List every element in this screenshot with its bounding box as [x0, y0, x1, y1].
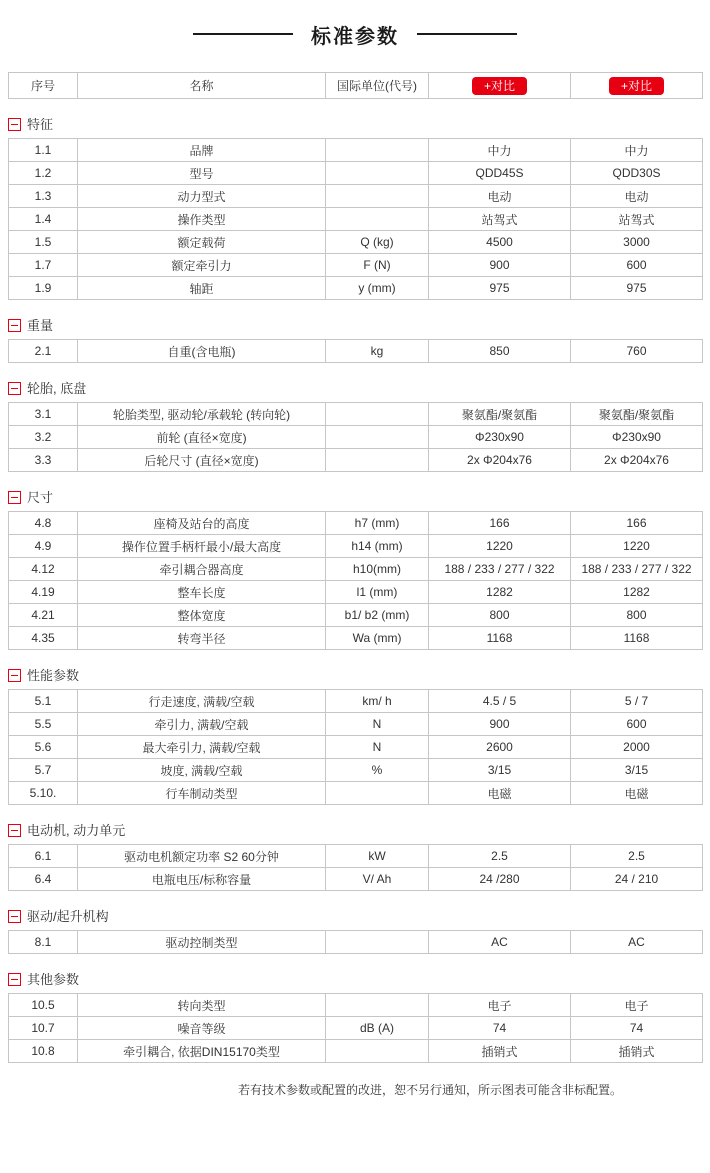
- cell-row-no: 6.4: [9, 868, 78, 891]
- cell-row-no: 3.1: [9, 403, 78, 426]
- cell-value-model2: 166: [571, 512, 703, 535]
- table-row: [9, 845, 703, 868]
- cell-unit: [326, 782, 429, 805]
- header-col-model2: [571, 73, 703, 99]
- cell-row-no: 5.10.: [9, 782, 78, 805]
- cell-value-model1: 188 / 233 / 277 / 322: [429, 558, 571, 581]
- cell-param-name: 动力型式: [78, 185, 326, 208]
- table-row: [9, 713, 703, 736]
- table-row: [9, 690, 703, 713]
- cell-row-no: 3.2: [9, 426, 78, 449]
- cell-value-model2: 74: [571, 1017, 703, 1040]
- table-row: [9, 759, 703, 782]
- section-5: [0, 822, 710, 891]
- cell-value-model1: 975: [429, 277, 571, 300]
- section-toggle[interactable]: [8, 822, 710, 839]
- table-row: [9, 1017, 703, 1040]
- cell-param-name: 整车长度: [78, 581, 326, 604]
- cell-value-model2: 中力: [571, 139, 703, 162]
- cell-param-name: 驱动控制类型: [78, 931, 326, 954]
- cell-row-no: 1.7: [9, 254, 78, 277]
- table-row: [9, 254, 703, 277]
- cell-row-no: 1.3: [9, 185, 78, 208]
- cell-row-no: 1.2: [9, 162, 78, 185]
- section-title: 驱动/起升机构: [27, 909, 109, 924]
- footer-note: 若有技术参数或配置的改进，恕不另行通知，所示图表可能含非标配置。: [237, 1083, 622, 1097]
- section-toggle[interactable]: [8, 971, 710, 988]
- cell-value-model1: 900: [429, 713, 571, 736]
- cell-value-model1: 中力: [429, 139, 571, 162]
- cell-unit: [326, 185, 429, 208]
- cell-param-name: 后轮尺寸 (直径×宽度): [78, 449, 326, 472]
- collapse-minus-icon[interactable]: [8, 973, 21, 986]
- cell-value-model1: 74: [429, 1017, 571, 1040]
- cell-row-no: 4.8: [9, 512, 78, 535]
- cell-unit: dB (A): [326, 1017, 429, 1040]
- cell-row-no: 5.6: [9, 736, 78, 759]
- cell-unit: [326, 449, 429, 472]
- compare-button-1[interactable]: +对比: [472, 77, 527, 95]
- cell-param-name: 坡度, 满载/空载: [78, 759, 326, 782]
- section-title: 电动机, 动力单元: [27, 823, 126, 838]
- table-row: [9, 340, 703, 363]
- cell-value-model2: 1282: [571, 581, 703, 604]
- cell-value-model2: 975: [571, 277, 703, 300]
- cell-value-model1: 2x Φ204x76: [429, 449, 571, 472]
- section-title: 重量: [27, 318, 54, 333]
- cell-unit: %: [326, 759, 429, 782]
- cell-value-model2: 24 / 210: [571, 868, 703, 891]
- table-row: [9, 426, 703, 449]
- table-row: [9, 231, 703, 254]
- cell-value-model2: 188 / 233 / 277 / 322: [571, 558, 703, 581]
- cell-param-name: 整体宽度: [78, 604, 326, 627]
- table-row: [9, 139, 703, 162]
- cell-param-name: 牵引耦合器高度: [78, 558, 326, 581]
- cell-param-name: 驱动电机额定功率 S2 60分钟: [78, 845, 326, 868]
- section-6: [0, 908, 710, 954]
- cell-value-model2: 电动: [571, 185, 703, 208]
- cell-row-no: 8.1: [9, 931, 78, 954]
- cell-value-model1: AC: [429, 931, 571, 954]
- spec-table: [8, 138, 703, 300]
- cell-row-no: 2.1: [9, 340, 78, 363]
- section-title: 特征: [27, 117, 54, 132]
- cell-unit: [326, 208, 429, 231]
- cell-unit: [326, 931, 429, 954]
- cell-value-model2: 760: [571, 340, 703, 363]
- cell-unit: V/ Ah: [326, 868, 429, 891]
- header-row: [9, 73, 703, 99]
- cell-param-name: 最大牵引力, 满载/空载: [78, 736, 326, 759]
- cell-value-model1: 1220: [429, 535, 571, 558]
- cell-value-model2: 1220: [571, 535, 703, 558]
- cell-param-name: 噪音等级: [78, 1017, 326, 1040]
- table-row: [9, 403, 703, 426]
- spec-table: [8, 511, 703, 650]
- table-row: [9, 449, 703, 472]
- cell-row-no: 5.1: [9, 690, 78, 713]
- table-row: [9, 277, 703, 300]
- cell-value-model1: 电动: [429, 185, 571, 208]
- header-col-no: 序号: [9, 73, 78, 99]
- table-row: [9, 162, 703, 185]
- page-title-row: [0, 20, 710, 48]
- section-toggle[interactable]: [8, 116, 710, 133]
- table-row: [9, 558, 703, 581]
- cell-param-name: 轮胎类型, 驱动轮/承载轮 (转向轮): [78, 403, 326, 426]
- cell-value-model1: 900: [429, 254, 571, 277]
- cell-param-name: 操作位置手柄杆最小/最大高度: [78, 535, 326, 558]
- table-row: [9, 782, 703, 805]
- cell-row-no: 3.3: [9, 449, 78, 472]
- cell-value-model1: 24 /280: [429, 868, 571, 891]
- title-line-right: [417, 33, 517, 35]
- cell-value-model2: 5 / 7: [571, 690, 703, 713]
- cell-unit: Wa (mm): [326, 627, 429, 650]
- cell-value-model2: 3000: [571, 231, 703, 254]
- collapse-minus-icon[interactable]: [8, 910, 21, 923]
- spec-table: [8, 689, 703, 805]
- cell-unit: [326, 162, 429, 185]
- cell-value-model1: 850: [429, 340, 571, 363]
- cell-param-name: 前轮 (直径×宽度): [78, 426, 326, 449]
- cell-row-no: 4.9: [9, 535, 78, 558]
- cell-param-name: 座椅及站台的高度: [78, 512, 326, 535]
- cell-param-name: 转弯半径: [78, 627, 326, 650]
- section-4: [0, 667, 710, 805]
- section-2: [0, 380, 710, 472]
- section-title: 尺寸: [27, 490, 54, 505]
- section-0: [0, 116, 710, 300]
- cell-value-model1: 4500: [429, 231, 571, 254]
- cell-value-model2: 2.5: [571, 845, 703, 868]
- cell-param-name: 额定载荷: [78, 231, 326, 254]
- cell-unit: [326, 426, 429, 449]
- section-title: 轮胎, 底盘: [27, 381, 87, 396]
- cell-unit: y (mm): [326, 277, 429, 300]
- table-row: [9, 185, 703, 208]
- cell-param-name: 行走速度, 满载/空载: [78, 690, 326, 713]
- section-3: [0, 489, 710, 650]
- table-row: [9, 581, 703, 604]
- cell-value-model2: 600: [571, 713, 703, 736]
- cell-unit: [326, 403, 429, 426]
- cell-value-model1: 电磁: [429, 782, 571, 805]
- cell-value-model1: 插销式: [429, 1040, 571, 1063]
- spec-table: [8, 402, 703, 472]
- cell-value-model2: 600: [571, 254, 703, 277]
- compare-button-2[interactable]: +对比: [609, 77, 664, 95]
- cell-row-no: 10.8: [9, 1040, 78, 1063]
- cell-param-name: 电瓶电压/标称容量: [78, 868, 326, 891]
- cell-param-name: 额定牵引力: [78, 254, 326, 277]
- spec-page: [0, 20, 710, 1098]
- cell-unit: h14 (mm): [326, 535, 429, 558]
- cell-unit: N: [326, 736, 429, 759]
- cell-value-model1: 1168: [429, 627, 571, 650]
- cell-value-model1: 聚氨酯/聚氨酯: [429, 403, 571, 426]
- cell-unit: [326, 994, 429, 1017]
- spec-table: [8, 339, 703, 363]
- table-row: [9, 1040, 703, 1063]
- cell-value-model2: 1168: [571, 627, 703, 650]
- cell-value-model2: 800: [571, 604, 703, 627]
- section-toggle[interactable]: [8, 380, 710, 397]
- page-title: 标准参数: [311, 25, 399, 48]
- cell-param-name: 轴距: [78, 277, 326, 300]
- spec-table: [8, 844, 703, 891]
- cell-value-model2: 站驾式: [571, 208, 703, 231]
- section-toggle[interactable]: [8, 908, 710, 925]
- cell-unit: [326, 1040, 429, 1063]
- cell-value-model1: Φ230x90: [429, 426, 571, 449]
- cell-param-name: 转向类型: [78, 994, 326, 1017]
- section-7: [0, 971, 710, 1063]
- cell-unit: Q (kg): [326, 231, 429, 254]
- collapse-minus-icon[interactable]: [8, 319, 21, 332]
- cell-unit: b1/ b2 (mm): [326, 604, 429, 627]
- cell-param-name: 品牌: [78, 139, 326, 162]
- section-1: [0, 317, 710, 363]
- cell-value-model2: 电磁: [571, 782, 703, 805]
- collapse-minus-icon[interactable]: [8, 824, 21, 837]
- cell-row-no: 4.19: [9, 581, 78, 604]
- collapse-minus-icon[interactable]: [8, 382, 21, 395]
- cell-param-name: 牵引耦合, 依据DIN15170类型: [78, 1040, 326, 1063]
- title-line-left: [193, 33, 293, 35]
- cell-value-model2: AC: [571, 931, 703, 954]
- cell-row-no: 1.5: [9, 231, 78, 254]
- cell-row-no: 1.1: [9, 139, 78, 162]
- cell-unit: kW: [326, 845, 429, 868]
- cell-row-no: 1.9: [9, 277, 78, 300]
- spec-table: [8, 930, 703, 954]
- collapse-minus-icon[interactable]: [8, 669, 21, 682]
- cell-param-name: 牵引力, 满载/空载: [78, 713, 326, 736]
- cell-value-model2: 插销式: [571, 1040, 703, 1063]
- table-row: [9, 736, 703, 759]
- cell-value-model1: 3/15: [429, 759, 571, 782]
- spec-table: [8, 993, 703, 1063]
- table-header: [8, 72, 703, 99]
- table-row: [9, 868, 703, 891]
- cell-row-no: 4.12: [9, 558, 78, 581]
- table-row: [9, 535, 703, 558]
- cell-value-model2: QDD30S: [571, 162, 703, 185]
- cell-unit: l1 (mm): [326, 581, 429, 604]
- cell-value-model2: 2000: [571, 736, 703, 759]
- cell-value-model1: QDD45S: [429, 162, 571, 185]
- table-row: [9, 994, 703, 1017]
- table-row: [9, 627, 703, 650]
- header-col-unit: 国际单位(代号): [326, 73, 429, 99]
- cell-unit: F (N): [326, 254, 429, 277]
- cell-value-model1: 站驾式: [429, 208, 571, 231]
- cell-unit: h7 (mm): [326, 512, 429, 535]
- cell-value-model1: 2600: [429, 736, 571, 759]
- collapse-minus-icon[interactable]: [8, 491, 21, 504]
- cell-value-model1: 4.5 / 5: [429, 690, 571, 713]
- table-row: [9, 931, 703, 954]
- cell-value-model2: 电子: [571, 994, 703, 1017]
- cell-value-model1: 电子: [429, 994, 571, 1017]
- cell-row-no: 10.5: [9, 994, 78, 1017]
- sections: [0, 116, 710, 1063]
- cell-value-model2: 3/15: [571, 759, 703, 782]
- cell-value-model2: 聚氨酯/聚氨酯: [571, 403, 703, 426]
- cell-unit: N: [326, 713, 429, 736]
- section-toggle[interactable]: [8, 667, 710, 684]
- cell-value-model1: 2.5: [429, 845, 571, 868]
- cell-row-no: 1.4: [9, 208, 78, 231]
- cell-param-name: 操作类型: [78, 208, 326, 231]
- header-col-model1: [429, 73, 571, 99]
- cell-row-no: 5.7: [9, 759, 78, 782]
- cell-row-no: 4.21: [9, 604, 78, 627]
- section-toggle[interactable]: [8, 317, 710, 334]
- cell-unit: h10(mm): [326, 558, 429, 581]
- table-row: [9, 604, 703, 627]
- cell-row-no: 6.1: [9, 845, 78, 868]
- cell-value-model1: 1282: [429, 581, 571, 604]
- table-row: [9, 208, 703, 231]
- section-toggle[interactable]: [8, 489, 710, 506]
- header-col-name: 名称: [78, 73, 326, 99]
- cell-param-name: 自重(含电瓶): [78, 340, 326, 363]
- table-row: [9, 512, 703, 535]
- cell-param-name: 行车制动类型: [78, 782, 326, 805]
- cell-unit: km/ h: [326, 690, 429, 713]
- cell-unit: kg: [326, 340, 429, 363]
- cell-value-model2: Φ230x90: [571, 426, 703, 449]
- section-title: 性能参数: [27, 668, 80, 683]
- cell-unit: [326, 139, 429, 162]
- cell-value-model1: 800: [429, 604, 571, 627]
- cell-param-name: 型号: [78, 162, 326, 185]
- cell-value-model2: 2x Φ204x76: [571, 449, 703, 472]
- cell-row-no: 10.7: [9, 1017, 78, 1040]
- collapse-minus-icon[interactable]: [8, 118, 21, 131]
- cell-row-no: 5.5: [9, 713, 78, 736]
- cell-row-no: 4.35: [9, 627, 78, 650]
- section-title: 其他参数: [27, 972, 80, 987]
- cell-value-model1: 166: [429, 512, 571, 535]
